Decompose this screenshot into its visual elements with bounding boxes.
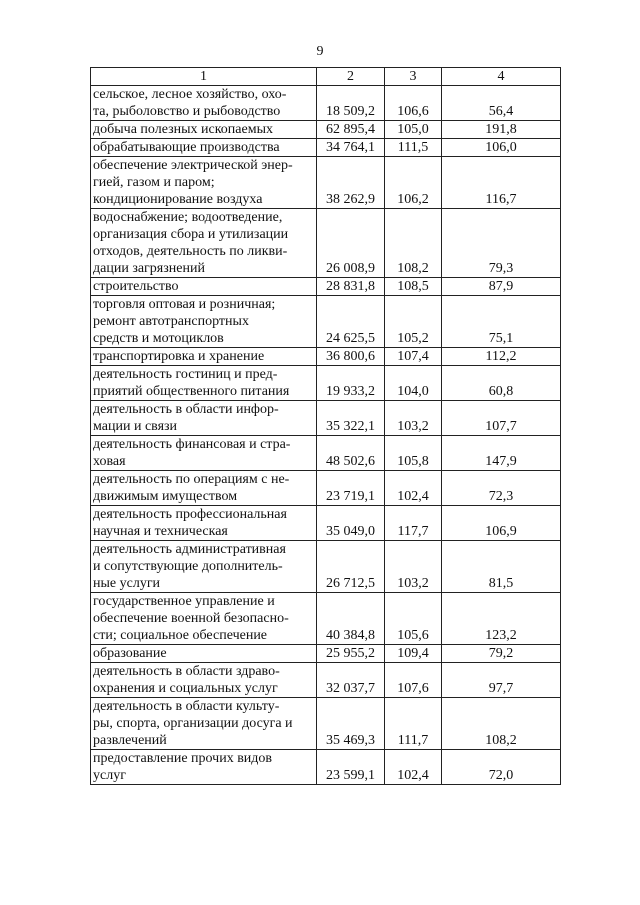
row-label: предоставление прочих видов услуг [91,750,317,785]
cell-col-3: 104,0 [385,366,442,401]
table-row [91,139,561,157]
cell-col-4: 116,7 [442,157,561,209]
cell-col-4: 97,7 [442,663,561,698]
row-label: торговля оптовая и розничная; ремонт автотранспортных средств и мотоциклов [91,296,317,348]
table-row [91,750,561,785]
cell-col-2: 48 502,6 [317,436,385,471]
table-row [91,401,561,436]
table-row [91,278,561,296]
cell-col-4: 108,2 [442,698,561,750]
cell-col-2: 23 599,1 [317,750,385,785]
row-label: строительство [91,278,317,296]
table-row [91,296,561,348]
cell-col-2: 24 625,5 [317,296,385,348]
cell-col-3: 107,4 [385,348,442,366]
cell-col-2: 23 719,1 [317,471,385,506]
table-row [91,209,561,278]
cell-col-4: 123,2 [442,593,561,645]
table-row [91,541,561,593]
row-label: деятельность в области здраво- охранения и социальных услуг [91,663,317,698]
cell-col-2: 19 933,2 [317,366,385,401]
cell-col-4: 191,8 [442,121,561,139]
table-row [91,436,561,471]
cell-col-4: 106,9 [442,506,561,541]
row-label: сельское, лесное хозяйство, охо- та, рыболовство и рыбоводство [91,86,317,121]
cell-col-4: 75,1 [442,296,561,348]
cell-col-2: 62 895,4 [317,121,385,139]
cell-col-4: 87,9 [442,278,561,296]
table-row [91,663,561,698]
cell-col-2: 32 037,7 [317,663,385,698]
row-label: деятельность административная и сопутствующие дополнитель- ные услуги [91,541,317,593]
cell-col-4: 60,8 [442,366,561,401]
cell-col-3: 108,2 [385,209,442,278]
column-header-3: 3 [385,68,442,86]
table-row [91,506,561,541]
cell-col-4: 107,7 [442,401,561,436]
row-label: транспортировка и хранение [91,348,317,366]
cell-col-4: 112,2 [442,348,561,366]
column-header-2: 2 [317,68,385,86]
column-header-4: 4 [442,68,561,86]
cell-col-3: 106,2 [385,157,442,209]
table-row [91,157,561,209]
cell-col-3: 106,6 [385,86,442,121]
cell-col-2: 35 469,3 [317,698,385,750]
cell-col-4: 79,3 [442,209,561,278]
cell-col-2: 35 322,1 [317,401,385,436]
cell-col-2: 26 712,5 [317,541,385,593]
table-header-row [91,68,561,86]
table-row [91,471,561,506]
cell-col-4: 147,9 [442,436,561,471]
row-label: обеспечение электрической энер- гией, газом и паром; кондиционирование воздуха [91,157,317,209]
cell-col-3: 107,6 [385,663,442,698]
cell-col-3: 103,2 [385,541,442,593]
cell-col-2: 25 955,2 [317,645,385,663]
row-label: добыча полезных ископаемых [91,121,317,139]
cell-col-3: 102,4 [385,471,442,506]
cell-col-2: 40 384,8 [317,593,385,645]
row-label: водоснабжение; водоотведение, организация сбора и утилизации отходов, деятельность по ликви- дации загрязнений [91,209,317,278]
table-row [91,86,561,121]
cell-col-2: 28 831,8 [317,278,385,296]
cell-col-4: 56,4 [442,86,561,121]
cell-col-2: 18 509,2 [317,86,385,121]
cell-col-2: 35 049,0 [317,506,385,541]
cell-col-3: 105,6 [385,593,442,645]
cell-col-3: 111,5 [385,139,442,157]
table-row [91,645,561,663]
row-label: деятельность гостиниц и пред- приятий общественного питания [91,366,317,401]
row-label: государственное управление и обеспечение военной безопасно- сти; социальное обеспечение [91,593,317,645]
row-label: деятельность финансовая и стра- ховая [91,436,317,471]
cell-col-2: 38 262,9 [317,157,385,209]
cell-col-4: 79,2 [442,645,561,663]
cell-col-3: 105,0 [385,121,442,139]
table-row [91,348,561,366]
page-number: 9 [316,44,324,59]
cell-col-3: 117,7 [385,506,442,541]
cell-col-4: 106,0 [442,139,561,157]
cell-col-3: 102,4 [385,750,442,785]
table-row [91,593,561,645]
cell-col-4: 81,5 [442,541,561,593]
cell-col-2: 34 764,1 [317,139,385,157]
column-header-1: 1 [91,68,317,86]
cell-col-4: 72,0 [442,750,561,785]
cell-col-3: 109,4 [385,645,442,663]
cell-col-3: 103,2 [385,401,442,436]
cell-col-4: 72,3 [442,471,561,506]
cell-col-3: 105,2 [385,296,442,348]
cell-col-3: 105,8 [385,436,442,471]
cell-col-3: 108,5 [385,278,442,296]
cell-col-2: 36 800,6 [317,348,385,366]
table-row [91,121,561,139]
row-label: обрабатывающие производства [91,139,317,157]
cell-col-3: 111,7 [385,698,442,750]
row-label: деятельность профессиональная научная и техническая [91,506,317,541]
row-label: деятельность в области культу- ры, спорта, организации досуга и развлечений [91,698,317,750]
row-label: деятельность в области инфор- мации и связи [91,401,317,436]
table-row [91,698,561,750]
cell-col-2: 26 008,9 [317,209,385,278]
row-label: образование [91,645,317,663]
row-label: деятельность по операциям с не- движимым имуществом [91,471,317,506]
table-row [91,366,561,401]
data-table [90,67,561,785]
